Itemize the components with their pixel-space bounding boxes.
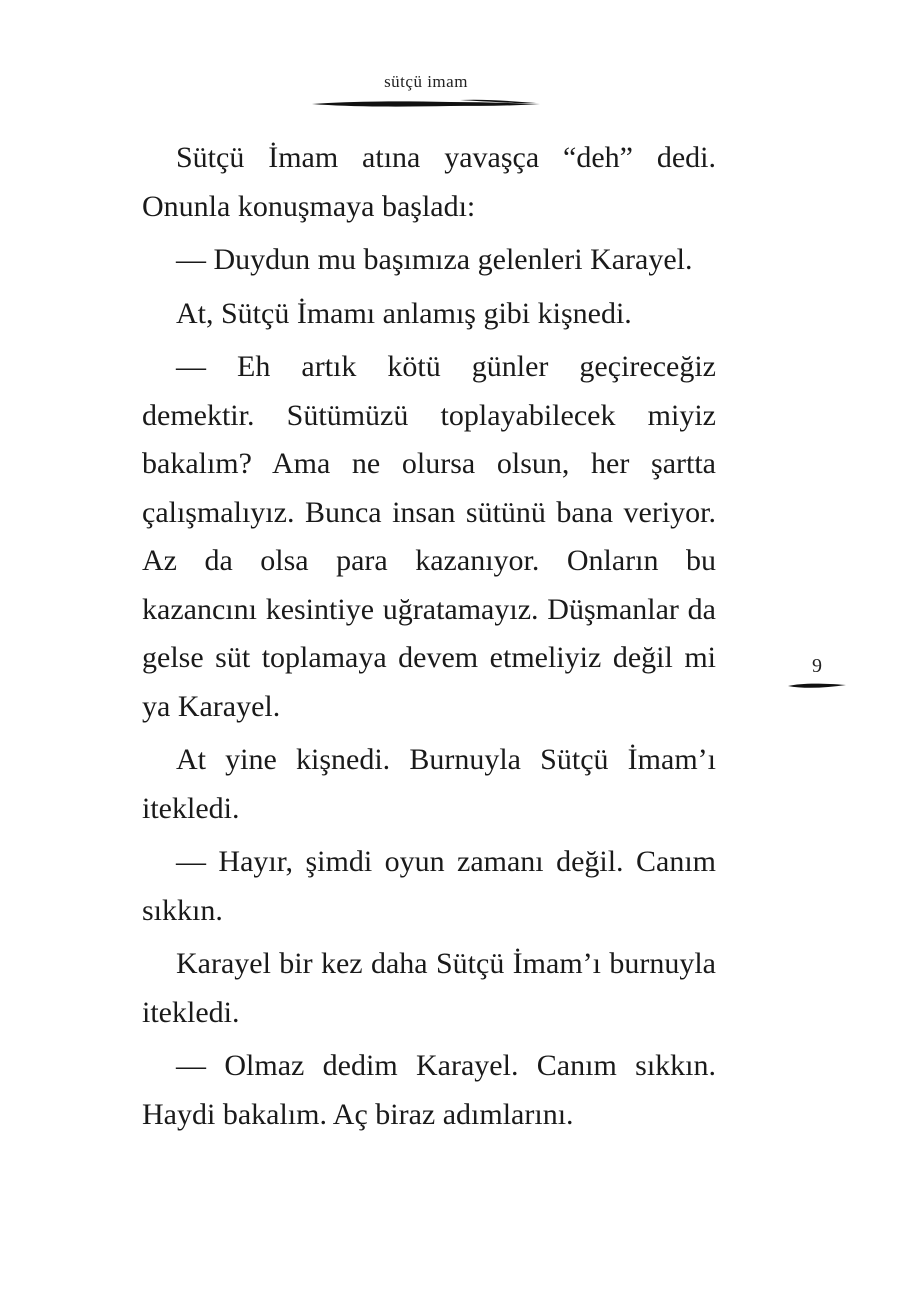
paragraph: At yine kişnedi. Burnuyla Sütçü İmam’ı itekledi. bbox=[142, 743, 716, 825]
paragraph: — Eh artık kötü günler geçireceğiz demektir. Sütümüzü toplayabilecek miyiz bakalım? Ama ne olursa olsun, her şartta çalışmalıyız. Bunca insan sütünü bana veriyor. Az da olsa para kazanıyor. Onların bu kazancını kesintiye uğratamayız. Düşmanlar da gelse süt toplamaya devem etmeliyiz değil mi ya Karayel. bbox=[142, 350, 716, 723]
paragraph: — Olmaz dedim Karayel. Canım sıkkın. Haydi bakalım. Aç biraz adımlarını. bbox=[142, 1049, 716, 1131]
paragraph: — Duydun mu başımıza gelenleri Karayel. bbox=[176, 243, 693, 276]
paragraph: Sütçü İmam atına yavaşça “deh” dedi. Onunla konuşmaya başladı: bbox=[142, 141, 716, 223]
running-title: sütçü imam bbox=[384, 72, 468, 91]
paragraph: — Hayır, şimdi oyun zamanı değil. Canım sıkkın. bbox=[142, 845, 716, 927]
page-number: 9 bbox=[812, 655, 822, 677]
body-text bbox=[142, 134, 716, 1144]
paragraph: Karayel bir kez daha Sütçü İmam’ı burnuyla itekledi. bbox=[142, 947, 716, 1029]
header-brush-stroke bbox=[310, 96, 542, 110]
page-number-brush-stroke bbox=[786, 679, 848, 691]
paragraph: At, Sütçü İmamı anlamış gibi kişnedi. bbox=[176, 296, 632, 330]
